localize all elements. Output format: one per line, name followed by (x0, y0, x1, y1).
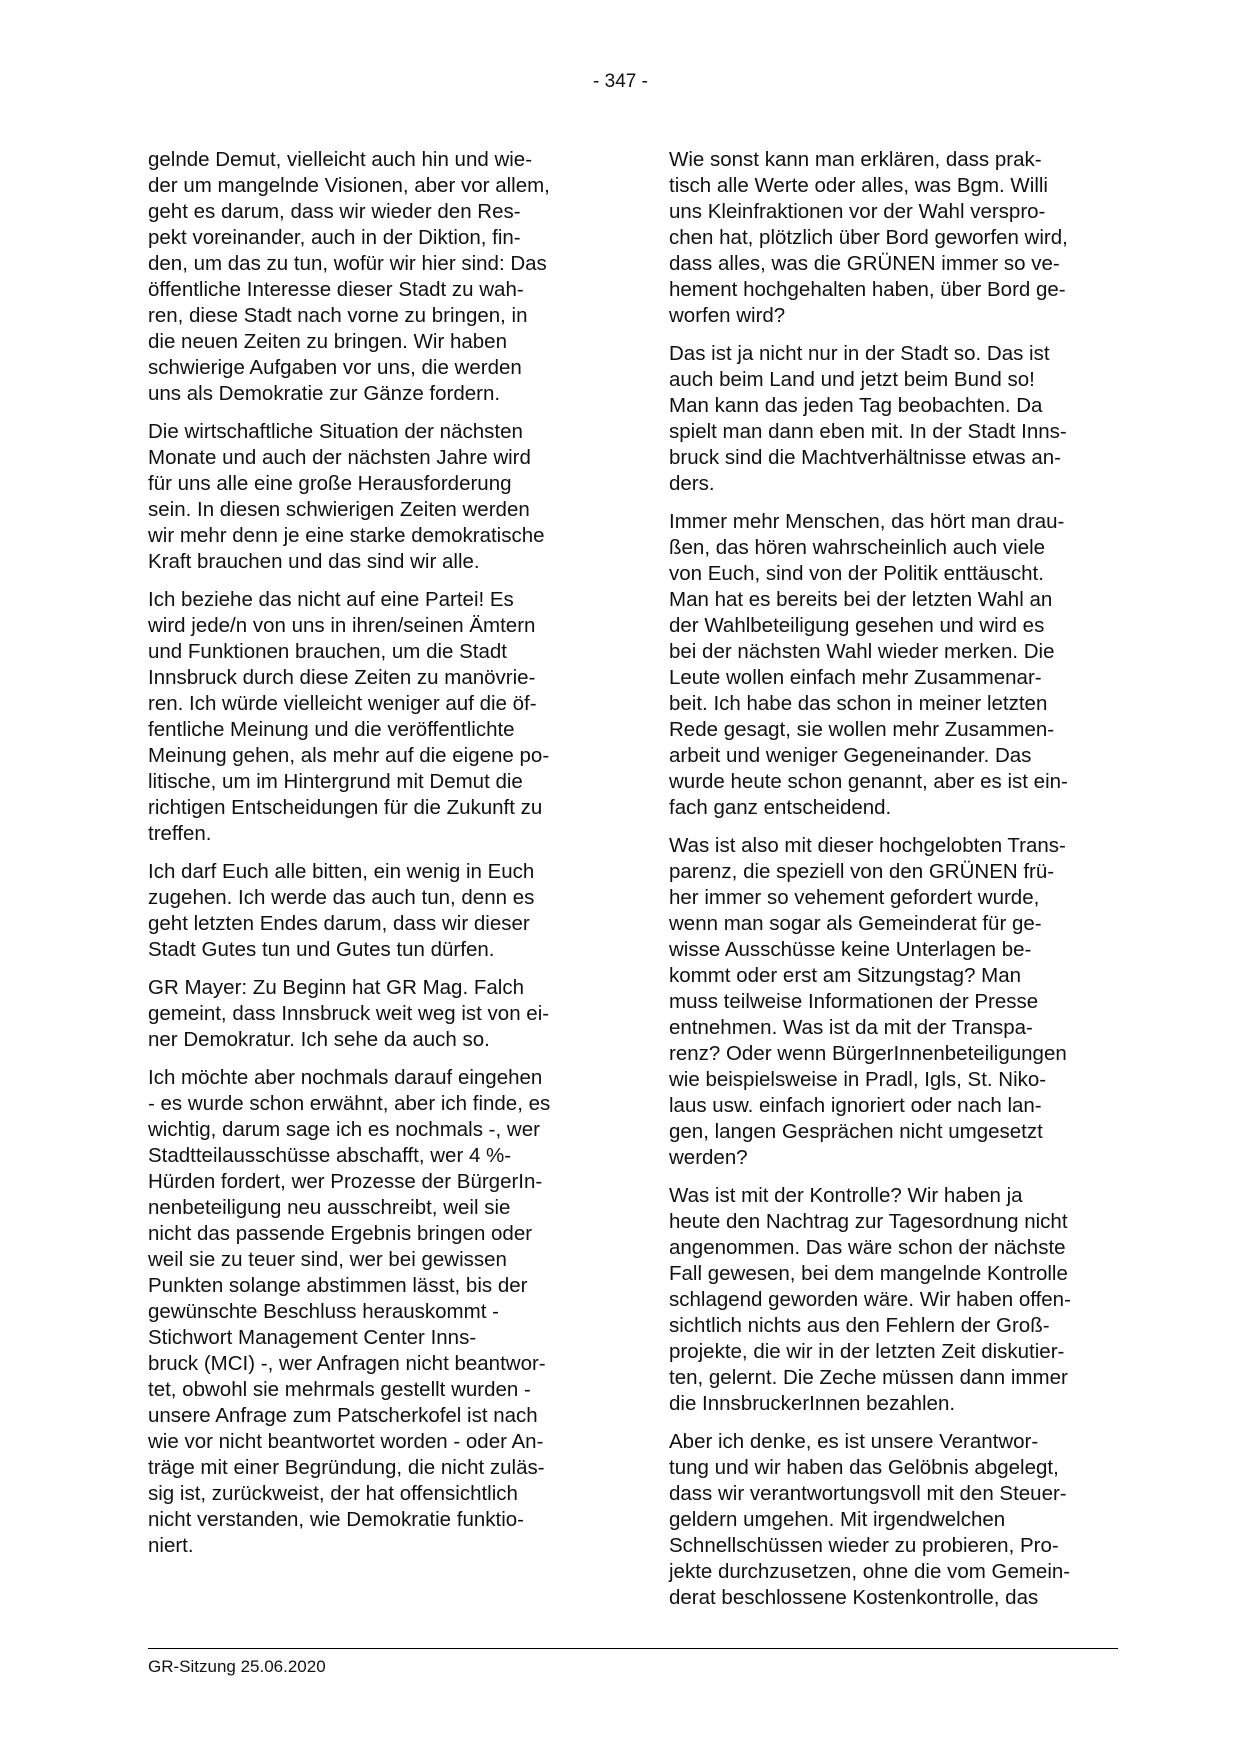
paragraph: GR Mayer: Zu Beginn hat GR Mag. Falch gemeint, dass Innsbruck weit weg ist von ei- ner Demokratur. Ich sehe da auch so. (148, 976, 550, 1051)
paragraph: Ich möchte aber nochmals darauf eingehen - es wurde schon erwähnt, aber ich finde, es wichtig, darum sage ich es nochmals -, wer Stadtteilausschüsse abschafft, wer 4 %- Hürden fordert, wer Prozesse der BürgerIn- nenbeteiligung neu ausschreibt, weil sie nicht das passende Ergebnis bringen oder weil sie zu teuer sind, wer bei gewissen Punkten solange abstimmen lässt, bis der gewünschte Beschluss herauskommt - Stichwort Management Center Inns- bruck (MCI) -, wer Anfragen nicht beantwor- tet, obwohl sie mehrmals gestellt wurden - unsere Anfrage zum Patscherkofel ist nach wie vor nicht beantwortet worden - oder An- träge mit einer Begründung, die nicht zuläs- sig ist, zurückweist, der hat offensichtlich nicht verstanden, wie Demokratie funktio- niert. (148, 1066, 551, 1557)
paragraph: Die wirtschaftliche Situation der nächsten Monate und auch der nächsten Jahre wird für uns alle eine große Herausforderung sein. In diesen schwierigen Zeiten werden wir mehr denn je eine starke demokratische Kraft brauchen und das sind wir alle. (148, 420, 545, 573)
footer-divider (148, 1648, 1118, 1649)
paragraph: Was ist mit der Kontrolle? Wir haben ja heute den Nachtrag zur Tagesordnung nicht angenommen. Das wäre schon der nächste Fall gewesen, bei dem mangelnde Kontrolle schlagend geworden wäre. Wir haben offen- sichtlich nichts aus den Fehlern der Groß- projekte, die wir in der letzten Zeit diskutier- ten, gelernt. Die Zeche müssen dann immer die InnsbruckerInnen bezahlen. (669, 1184, 1071, 1415)
right-column (669, 147, 1119, 1623)
paragraph: Ich beziehe das nicht auf eine Partei! Es wird jede/n von uns in ihren/seinen Ämtern und Funktionen brauchen, um die Stadt Innsbruck durch diese Zeiten zu manövrie- ren. Ich würde vielleicht weniger auf die öf- fentliche Meinung und die veröffentlichte Meinung gehen, als mehr auf die eigene po- litische, um im Hintergrund mit Demut die richtigen Entscheidungen für die Zukunft zu treffen. (148, 588, 550, 845)
left-column (148, 147, 598, 1571)
page-number: - 347 - (593, 71, 648, 92)
paragraph: Ich darf Euch alle bitten, ein wenig in Euch zugehen. Ich werde das auch tun, denn es geht letzten Endes darum, dass wir dieser Stadt Gutes tun und Gutes tun dürfen. (148, 860, 535, 961)
paragraph: Das ist ja nicht nur in der Stadt so. Das ist auch beim Land und jetzt beim Bund so! Man kann das jeden Tag beobachten. Da spielt man dann eben mit. In der Stadt Inns- bruck sind die Machtverhältnisse etwas an- ders. (669, 342, 1067, 495)
paragraph: gelnde Demut, vielleicht auch hin und wie- der um mangelnde Visionen, aber vor allem, geht es darum, dass wir wieder den Res- pekt voreinander, auch in der Diktion, fin- den, um das zu tun, wofür wir hier sind: Das öffentliche Interesse dieser Stadt zu wah- ren, diese Stadt nach vorne zu bringen, in die neuen Zeiten zu bringen. Wir haben schwierige Aufgaben vor uns, die werden uns als Demokratie zur Gänze fordern. (148, 148, 550, 405)
footer-session-date: GR-Sitzung 25.06.2020 (148, 1657, 326, 1676)
paragraph: Immer mehr Menschen, das hört man drau- ßen, das hören wahrscheinlich auch viele von Euch, sind von der Politik enttäuscht. Man hat es bereits bei der letzten Wahl an der Wahlbeteiligung gesehen und wird es bei der nächsten Wahl wieder merken. Die Leute wollen einfach mehr Zusammenar- beit. Ich habe das schon in meiner letzten Rede gesagt, sie wollen mehr Zusammen- arbeit und weniger Gegeneinander. Das wurde heute schon genannt, aber es ist ein- fach ganz entscheidend. (669, 510, 1068, 819)
paragraph: Was ist also mit dieser hochgelobten Trans- parenz, die speziell von den GRÜNEN frü- her immer so vehement gefordert wurde, wenn man sogar als Gemeinderat für ge- wisse Ausschüsse keine Unterlagen be- kommt oder erst am Sitzungstag? Man muss teilweise Informationen der Presse entnehmen. Was ist da mit der Transpa- renz? Oder wenn BürgerInnenbeteiligungen wie beispielsweise in Pradl, Igls, St. Niko- laus usw. einfach ignoriert oder nach lan- gen, langen Gesprächen nicht umgesetzt werden? (669, 834, 1067, 1169)
paragraph: Wie sonst kann man erklären, dass prak- tisch alle Werte oder alles, was Bgm. Willi uns Kleinfraktionen vor der Wahl verspro- chen hat, plötzlich über Bord geworfen wird, dass alles, was die GRÜNEN immer so ve- hement hochgehalten haben, über Bord ge- worfen wird? (669, 148, 1068, 327)
paragraph: Aber ich denke, es ist unsere Verantwor- tung und wir haben das Gelöbnis abgelegt, dass wir verantwortungsvoll mit den Steuer- geldern umgehen. Mit irgendwelchen Schnellschüssen wieder zu probieren, Pro- jekte durchzusetzen, ohne die vom Gemein- derat beschlossene Kostenkontrolle, das (669, 1430, 1071, 1609)
